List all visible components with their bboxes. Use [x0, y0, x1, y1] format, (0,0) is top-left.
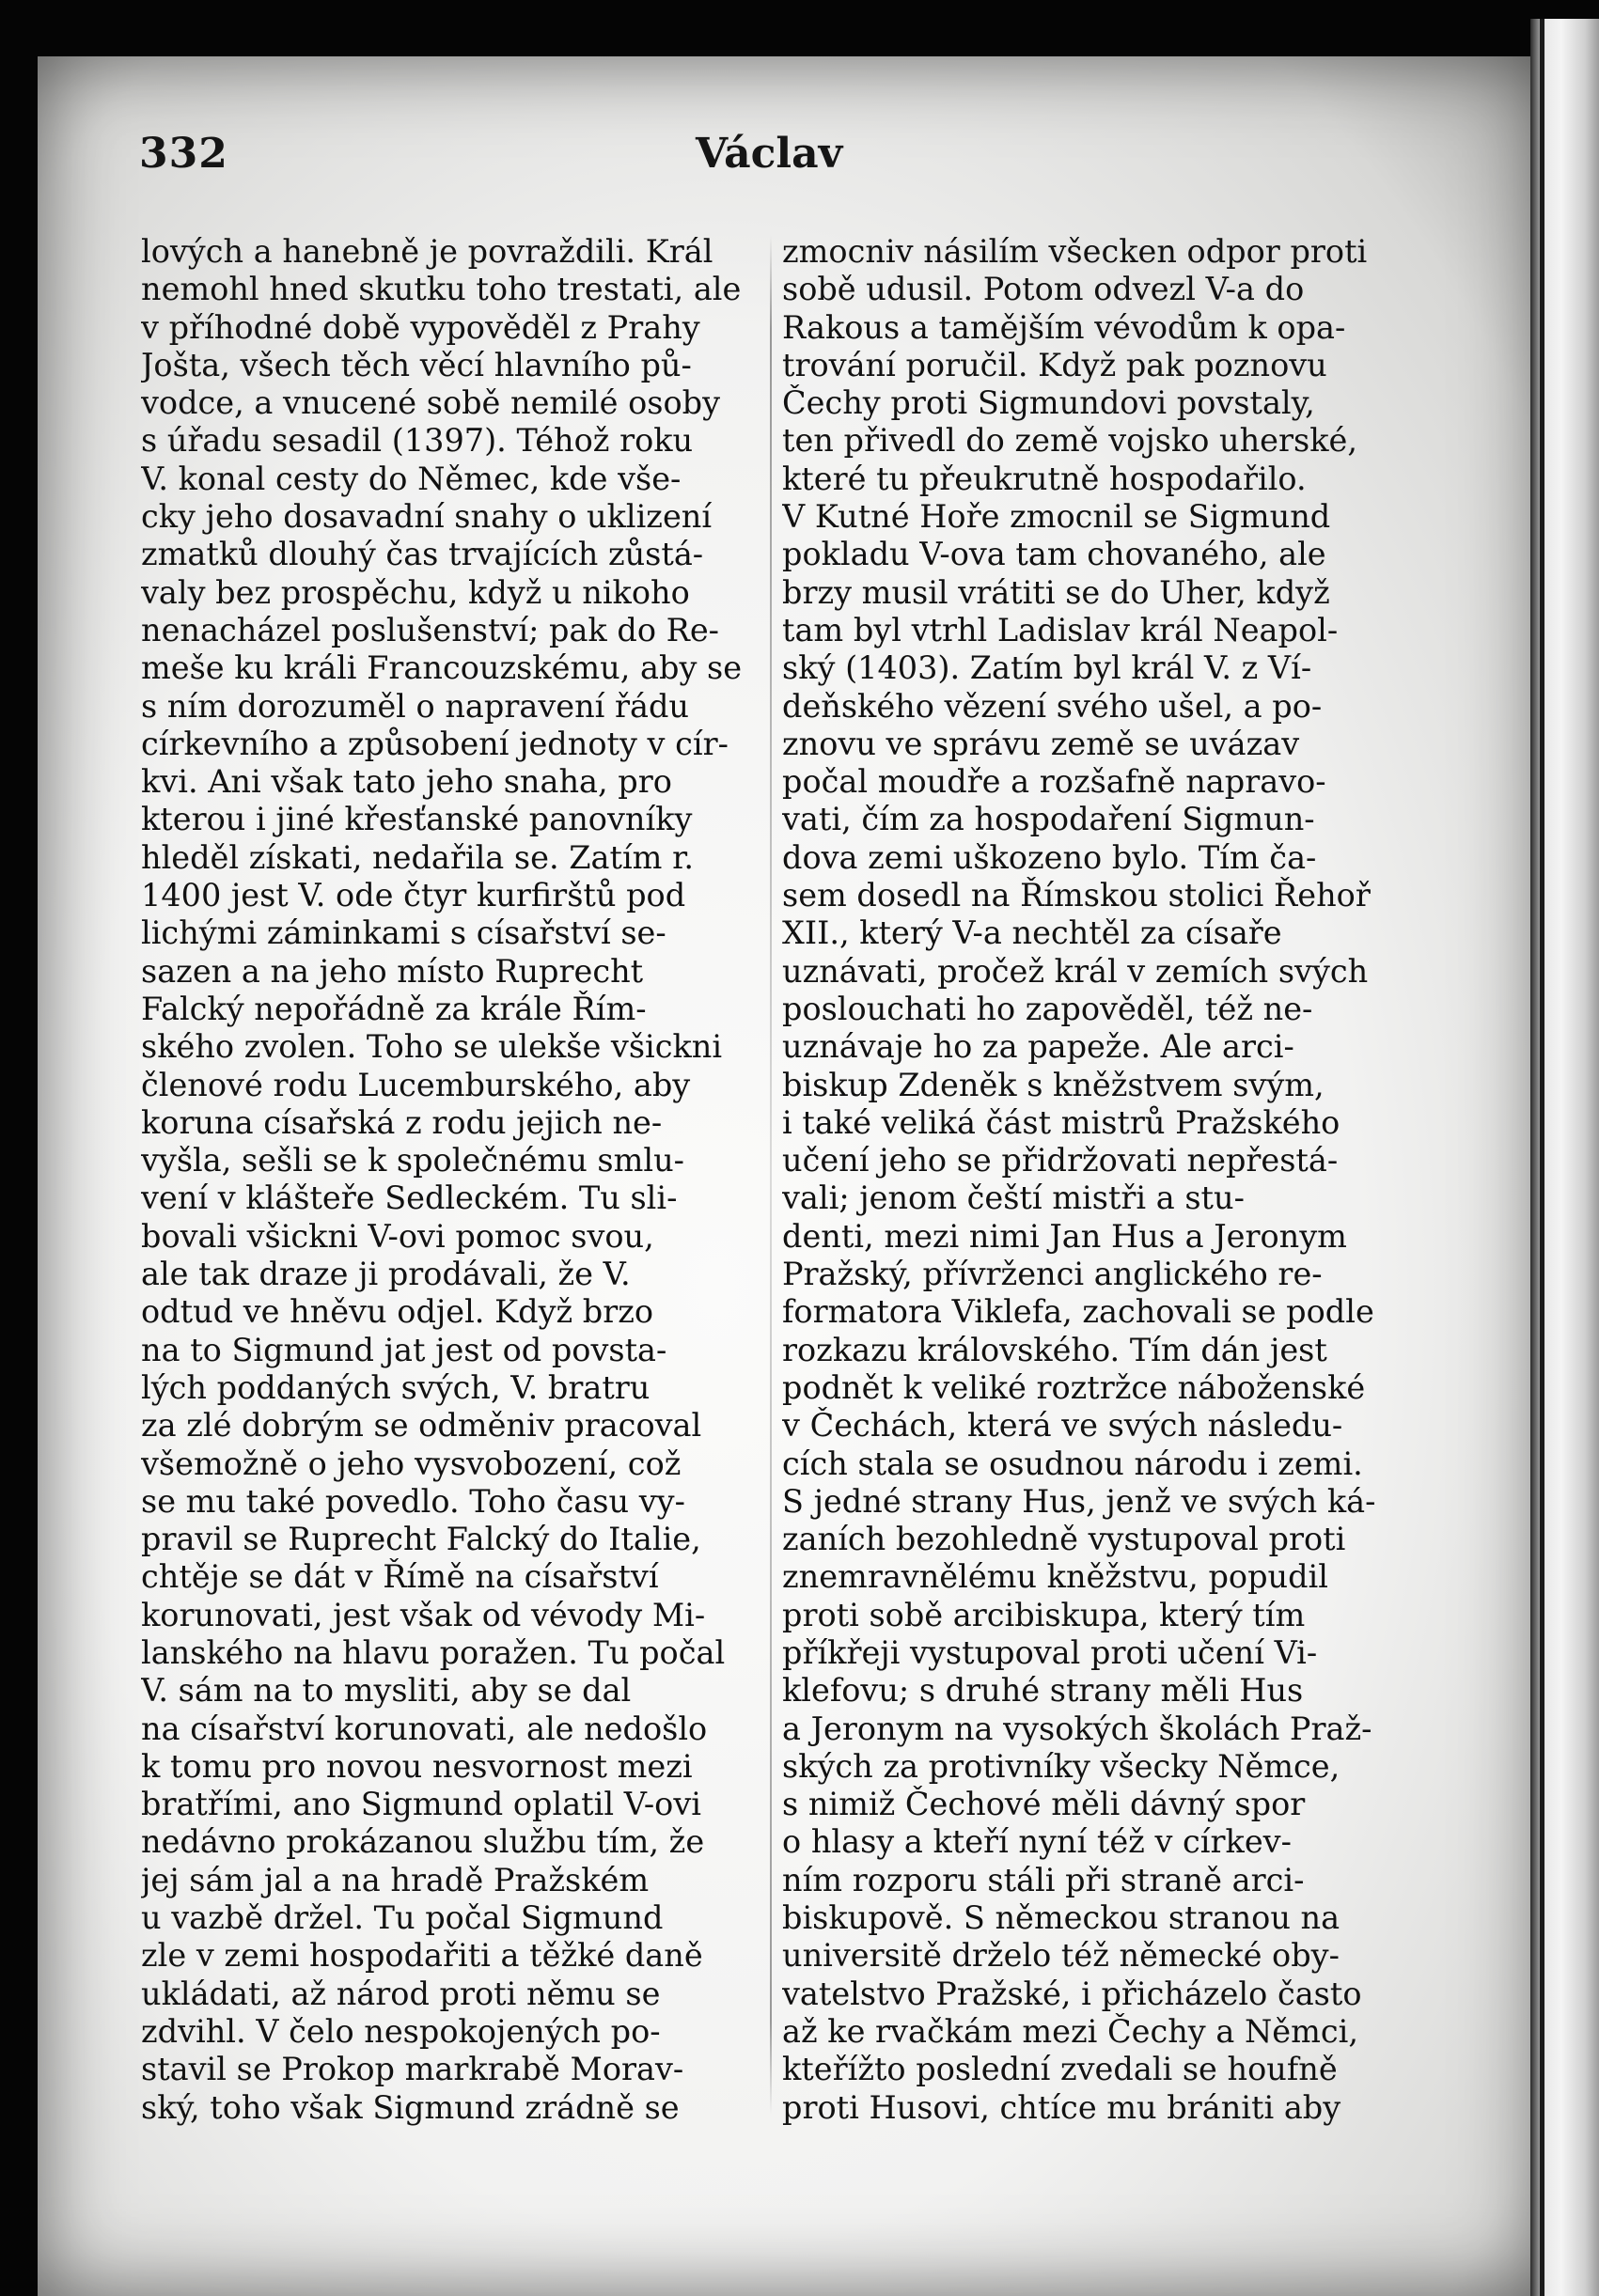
text-line: členové rodu Lucemburského, aby [141, 1066, 691, 1103]
text-line: trování poručil. Když pak poznovu [782, 346, 1327, 383]
text-line: na to Sigmund jat jest od povsta- [141, 1331, 667, 1368]
text-line: ských za protivníky všecky Němce, [782, 1747, 1340, 1785]
text-line: korunovati, jest však od vévody Mi- [141, 1596, 706, 1633]
text-line: klefovu; s druhé strany měli Hus [782, 1672, 1304, 1710]
text-line: hleděl získati, nedařila se. Zatím r. [141, 838, 695, 876]
text-line: kteřížto poslední zvedali se houfně [782, 2051, 1338, 2088]
text-line: s ním dorozuměl o napravení řádu [141, 687, 690, 725]
text-line: lanského na hlavu poražen. Tu počal [141, 1633, 726, 1671]
text-line: biskupově. S německou stranou na [782, 1899, 1340, 1937]
text-line: meše ku králi Francouzskému, aby se [141, 649, 743, 687]
text-line: Falcký nepořádně za krále Řím- [141, 990, 647, 1027]
text-line: dova zemi uškozeno bylo. Tím ča- [782, 838, 1317, 876]
text-line: s úřadu sesadil (1397). Téhož roku [141, 422, 694, 460]
text-line: Jošta, všech těch věcí hlavního pů- [141, 346, 692, 383]
text-line: cky jeho dosavadní snahy o uklizení [141, 498, 713, 536]
text-line: kterou i jiné křesťanské panovníky [141, 801, 693, 838]
text-line: lichými záminkami s císařství se- [141, 914, 666, 952]
text-line: o hlasy a kteří nyní též v církev- [782, 1823, 1292, 1861]
text-line: V. konal cesty do Němec, kde vše- [141, 460, 682, 497]
text-line: a Jeronym na vysokých školách Praž- [782, 1710, 1372, 1747]
text-line: XII., který V-a nechtěl za císaře [782, 914, 1282, 952]
text-line: vali; jenom čeští mistři a stu- [782, 1179, 1245, 1217]
text-line: V Kutné Hoře zmocnil se Sigmund [782, 498, 1331, 536]
text-line: u vazbě držel. Tu počal Sigmund [141, 1899, 664, 1937]
text-line: v Čechách, která ve svých následu- [782, 1407, 1343, 1445]
text-line: se mu také povedlo. Toho času vy- [141, 1482, 685, 1520]
text-line: Čechy proti Sigmundovi povstaly, [782, 384, 1315, 422]
text-line: lových a hanebně je povraždili. Král [141, 233, 713, 270]
text-line: lých poddaných svých, V. bratru [141, 1368, 651, 1406]
text-line: znemravnělému kněžstvu, popudil [782, 1558, 1328, 1596]
text-line: jej sám jal a na hradě Pražském [141, 1861, 650, 1898]
text-line: zmocniv násilím všecken odpor proti [782, 233, 1368, 270]
text-line: Pražský, přívrženci anglického re- [782, 1256, 1323, 1293]
text-line: v příhodné době vypověděl z Prahy [141, 308, 700, 346]
text-line: nedávno prokázanou službu tím, že [141, 1823, 705, 1861]
text-line: koruna císařská z rodu jejich ne- [141, 1103, 663, 1141]
text-line: stavil se Prokop markrabě Morav- [141, 2051, 684, 2088]
text-line: ského zvolen. Toho se ulekše všickni [141, 1028, 723, 1066]
text-line: počal moudře a rozšafně napravo- [782, 763, 1326, 801]
text-line: vatelstvo Pražské, i přicházelo často [782, 1975, 1362, 2012]
column-divider [770, 235, 772, 2115]
text-line: poslouchati ho zapověděl, též ne- [782, 990, 1313, 1027]
text-line: pravil se Ruprecht Falcký do Italie, [141, 1521, 701, 1558]
text-line: zle v zemi hospodařiti a těžké daně [141, 1937, 703, 1975]
text-line: uznávaje ho za papeže. Ale arci- [782, 1028, 1294, 1066]
text-line: vodce, a vnucené sobě nemilé osoby [141, 384, 721, 422]
text-line: brzy musil vrátiti se do Uher, když [782, 573, 1330, 611]
text-line: za zlé dobrým se odměniv pracoval [141, 1407, 702, 1445]
text-line: bovali všickni V-ovi pomoc svou, [141, 1217, 654, 1255]
text-line: učení jeho se přidržovati nepřestá- [782, 1142, 1339, 1179]
text-line: rozkazu královského. Tím dán jest [782, 1331, 1327, 1368]
text-line: podnět k veliké roztržce náboženské [782, 1368, 1366, 1406]
text-line: nemohl hned skutku toho trestati, ale [141, 271, 742, 308]
text-line: vyšla, sešli se k společnému smlu- [141, 1142, 684, 1179]
text-line: až ke rvačkám mezi Čechy a Němci, [782, 2012, 1359, 2050]
text-line: ním rozporu stáli při straně arci- [782, 1861, 1305, 1898]
text-line: církevního a způsobení jednoty v cír- [141, 725, 729, 762]
text-line: deňského vězení svého ušel, a po- [782, 687, 1323, 725]
text-line: proti sobě arcibiskupa, který tím [782, 1596, 1306, 1633]
text-line: zaních bezohledně vystupoval proti [782, 1521, 1346, 1558]
text-line: na císařství korunovati, ale nedošlo [141, 1710, 708, 1747]
text-line: znovu ve správu země se uvázav [782, 725, 1300, 762]
text-line: Rakous a tamějším vévodům k opa- [782, 308, 1346, 346]
text-line: biskup Zdeněk s kněžstvem svým, [782, 1066, 1325, 1103]
text-line: V. sám na to mysliti, aby se dal [141, 1672, 632, 1710]
text-line: sobě udusil. Potom odvezl V-a do [782, 271, 1305, 308]
text-line: ský (1403). Zatím byl král V. z Ví- [782, 649, 1312, 687]
text-line: 1400 jest V. ode čtyr kurfirštů pod [141, 877, 686, 914]
text-line: uznávati, pročež král v zemích svých [782, 952, 1369, 990]
text-line: příkřeji vystupoval proti učení Vi- [782, 1633, 1318, 1671]
text-line: které tu přeukrutně hospodařilo. [782, 460, 1307, 497]
text-line: všemožně o jeho vysvobození, což [141, 1445, 682, 1482]
text-line: vati, čím za hospodaření Sigmun- [782, 801, 1315, 838]
text-line: s nimiž Čechové měli dávný spor [782, 1786, 1306, 1823]
text-line: kvi. Ani však tato jeho snaha, pro [141, 763, 672, 801]
facing-page-edge [1530, 19, 1599, 2296]
text-line: tam byl vtrhl Ladislav král Neapol- [782, 611, 1339, 648]
left-column [141, 233, 761, 2127]
text-line: ský, toho však Sigmund zrádně se [141, 2088, 680, 2126]
text-line: S jedné strany Hus, jenž ve svých ká- [782, 1482, 1376, 1520]
text-line: nenacházel poslušenství; pak do Re- [141, 611, 720, 648]
right-column [782, 233, 1391, 2127]
text-line: zdvihl. V čelo nespokojených po- [141, 2012, 661, 2050]
text-line: k tomu pro novou nesvornost mezi [141, 1747, 693, 1785]
text-line: universitě drželo též německé oby- [782, 1937, 1340, 1975]
text-line: pokladu V-ova tam chovaného, ale [782, 536, 1326, 573]
text-line: ten přivedl do země vojsko uherské, [782, 422, 1357, 460]
text-line: vení v klášteře Sedleckém. Tu sli- [141, 1179, 678, 1217]
text-line: bratřími, ano Sigmund oplatil V-ovi [141, 1786, 701, 1823]
text-line: sem dosedl na Římskou stolici Řehoř [782, 877, 1371, 914]
text-line: i také veliká část mistrů Pražského [782, 1103, 1340, 1141]
text-line: ale tak draze ji prodávali, že V. [141, 1256, 631, 1293]
text-line: ukládati, až národ proti němu se [141, 1975, 661, 2012]
text-line: cích stala se osudnou národu i zemi. [782, 1445, 1363, 1482]
running-title: Václav [696, 130, 843, 178]
text-line: denti, mezi nimi Jan Hus a Jeronym [782, 1217, 1347, 1255]
text-line: sazen a na jeho místo Ruprecht [141, 952, 644, 990]
text-line: proti Husovi, chtíce mu brániti aby [782, 2088, 1341, 2126]
text-line: valy bez prospěchu, když u nikoho [141, 573, 690, 611]
text-line: formatora Viklefa, zachovali se podle [782, 1293, 1374, 1331]
page-number: 332 [139, 130, 228, 178]
text-line: zmatků dlouhý čas trvajících zůstá- [141, 536, 704, 573]
text-line: odtud ve hněvu odjel. Když brzo [141, 1293, 654, 1331]
text-line: chtěje se dát v Římě na císařství [141, 1558, 659, 1596]
